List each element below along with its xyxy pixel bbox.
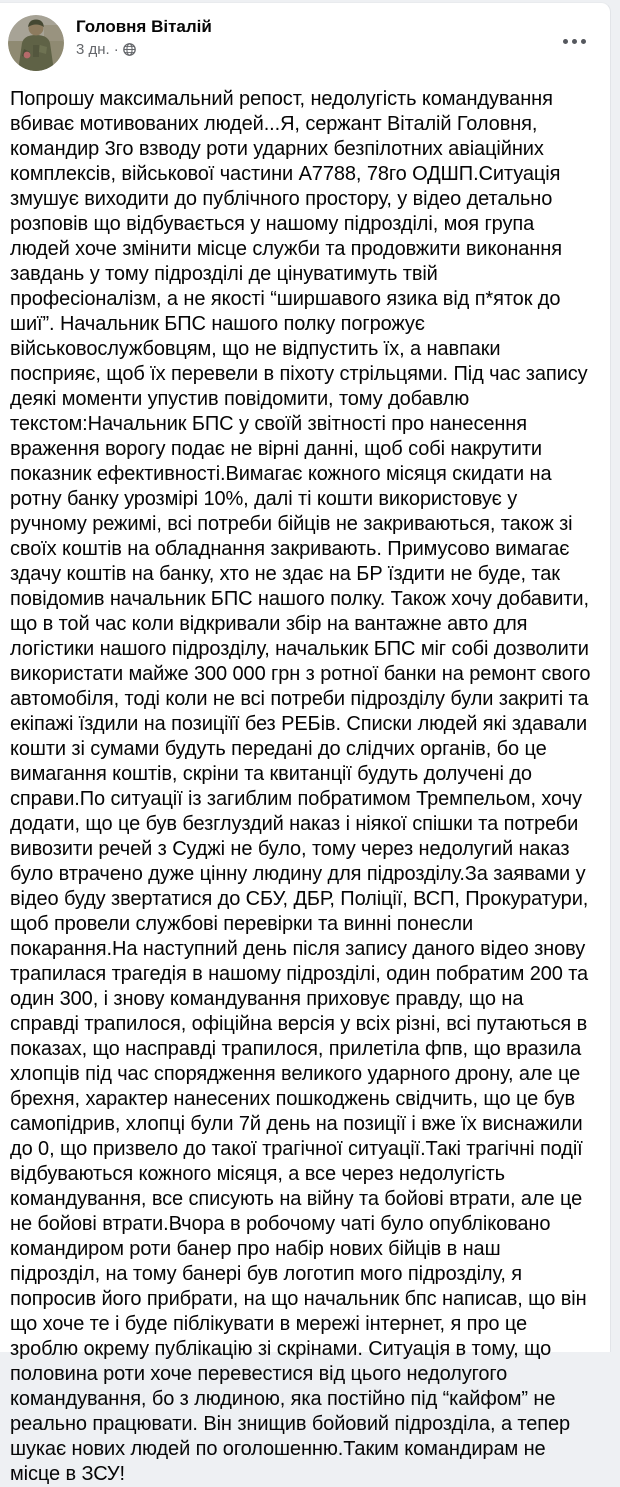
post-text: Попрошу максимальний репост, недолугість командування вбиває мотивованих людей...Я, сержант Віталій Головня, командир 3го взводу роти ударних безпілотних авіаційних комплексів, військової частини А7788, 78го ОДШП.Ситуація змушує виходити до публічного простору, у відео детально розповів що відбувається у нашому підрозділі, моя група людей хоче змінити місце служби та продовжити виконання завдань у тому підрозділі де цінуватимуть твій професіоналізм, а не якості “ширшавого язика від п*яток до шиї”. Начальник БПС нашого полку погрожує військовослужбовцям, що не відпустить їх, а навпаки посприяє, щоб їх перевели в піхоту стрільцями. Під час запису деякі моменти упустив повідомити, тому добавлю текстом:Начальник БПС у своїй звітності про нанесення враження ворогу подає не вірні данні, щоб собі накрутити показник ефективності.Вимагає кожного місяця скидати на ротну банку урозмірі 10%, далі ті кошти використовує у ручному режимі, всі потреби бійців не закриваються, також зі своїх коштів на обладнання закривають. Примусово вимагає здачу коштів на банку, хто не здає на БР їздити не буде, так повідомив начальник БПС нашого полку. Також хочу добавити, що в той час коли відкривали збір на вантажне авто для логістики нашого підрозділу, началькик БПС міг собі дозволити використати майже 300 000 грн з ротної банки на ремонт свого автомобіля, тоді коли не всі потреби підрозділу були закриті та екіпажі їздили на позиціїї без РЕБів. Списки людей які здавали кошти зі сумами будуть передані до слідчих органів, бо це вимагання коштів, скріни та квитанції будуть долучені до справи.По ситуації із загиблим побратимом Тремпельом, хочу додати, що це був безглуздий наказ і ніякої спішки та потреби вивозити речей з Суджі не було, тому через недолугий наказ було втрачено дуже цінну людину для підрозділу.За заявами у відео буду звертатися до СБУ, ДБР, Поліції, ВСП, Прокуратури, щоб провели службові перевірки та винні понесли покарання.На наступний день після запису даного відео знову трапилася трагедія в нашому підрозділі, один побратим 200 та один 300, і знову командування приховує правду, що на справді трапилося, офіційна версія у всіх різні, всі путаються в показах, що насправді трапилося, прилетіла фпв, що вразила хлопців під час спорядження великого ударного дрону, але це брехня, характер нанесених пошкоджень свідчить, що це був самопідрив, хлопці були 7й день на позиції і вже їх виснажили до 0, що призвело до такої трагічної ситуації.Такі трагічні події відбуваються кожного місяця, а все через недолугість командування, все списують на війну та бойові втрати, але це не бойові втрати.Вчора в робочому чаті було опубліковано командиром роти банер про набір нових бійців в наш підрозділ, на тому банері був логотип мого підрозділу, я попросив його прибрати, на що начальник бпс написав, що він що хоче те і буде піблікувати в мережі інтернет, я про це зроблю окрему публікацію зі скрінами. Ситуація в тому, що половина роти хоче перевестися від цього недолугого командування, бо з людиною, яка постійно під “кайфом” не реально працювати. Він знищив бойовий підрозділа, а тепер шукає нових людей по оголошенню.Таким командирам не місце в ЗСУ! — [10, 88, 596, 1485]
soldier-profile-photo — [8, 15, 64, 71]
post-timestamp[interactable]: 3 дн. — [76, 41, 110, 59]
avatar[interactable] — [8, 15, 64, 71]
ellipsis-icon — [563, 39, 586, 44]
post-header — [0, 3, 610, 75]
meta-separator: · — [113, 41, 119, 59]
globe-icon — [123, 43, 136, 56]
post-meta-row — [76, 41, 212, 58]
header-meta — [76, 16, 212, 58]
post-card — [0, 2, 611, 1485]
post-options-button[interactable] — [556, 27, 592, 55]
author-name[interactable]: Головня Віталій — [76, 17, 212, 36]
